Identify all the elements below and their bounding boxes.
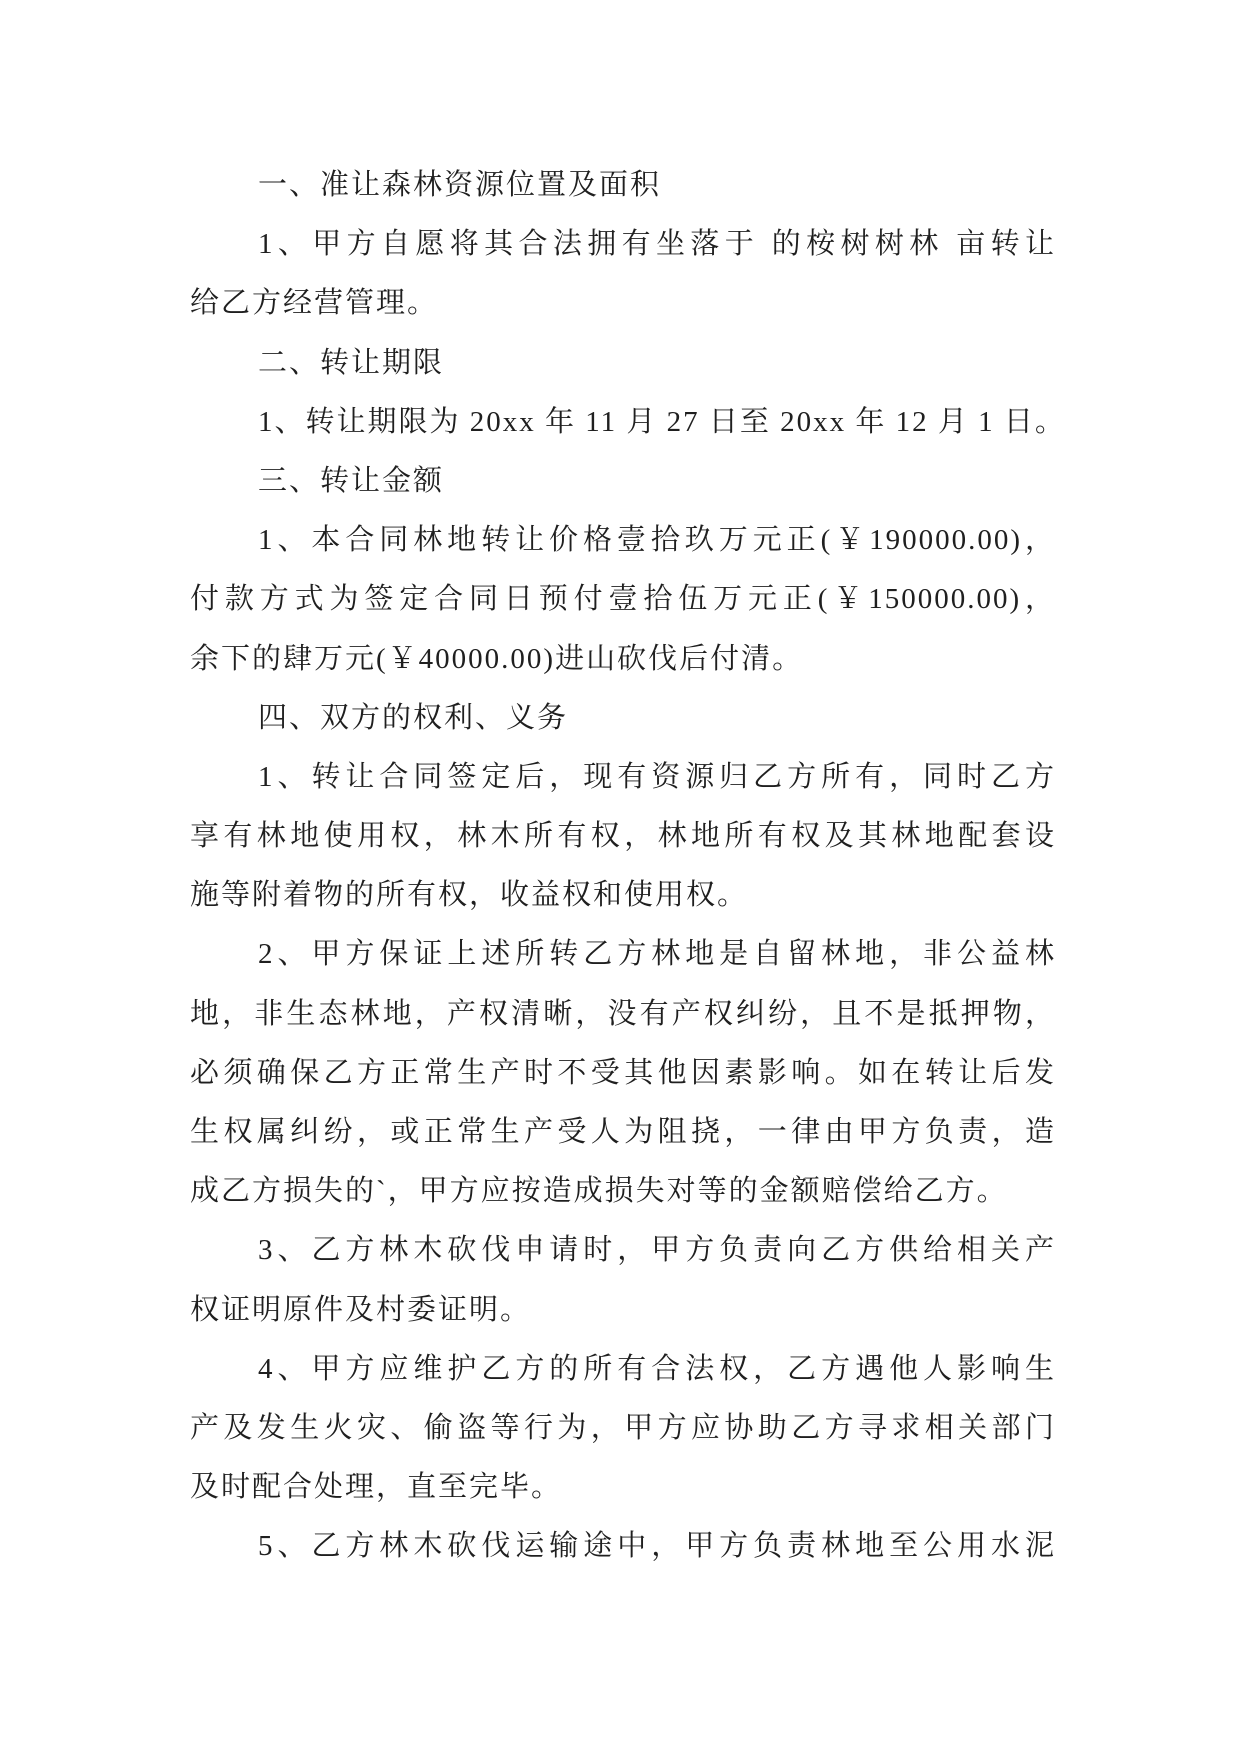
- clause-line: 4、甲方应维护乙方的所有合法权，乙方遇他人影响生: [258, 1352, 1056, 1385]
- clause-line: 及时配合处理，直至完毕。: [190, 1471, 563, 1504]
- clause-line: 权证明原件及村委证明。: [190, 1293, 532, 1326]
- clause-line: 必须确保乙方正常生产时不受其他因素影响。如在转让后发: [190, 1056, 1056, 1089]
- section-heading: [190, 334, 1056, 393]
- clause-line: 生权属纠纷，或正常生产受人为阻挠，一律由甲方负责，造: [190, 1116, 1056, 1148]
- clause-line: 1、转让期限为 20xx 年 11 月 27 日至 20xx 年 12 月 1 日。: [258, 405, 1066, 438]
- section-heading-text: 四、双方的权利、义务: [258, 701, 569, 734]
- clause-paragraph: [190, 393, 1066, 452]
- section-heading: [190, 452, 1056, 511]
- clause-line: 产及发生火灾、偷盗等行为，甲方应协助乙方寻求相关部门: [190, 1411, 1056, 1444]
- section-transfer-amount: [190, 452, 1056, 689]
- section-location-area: [190, 156, 1056, 334]
- clause-paragraph: [190, 1517, 1056, 1576]
- section-heading-text: 二、转让期限: [258, 346, 445, 379]
- clause-line: 享有林地使用权，林木所有权，林地所有权及其林地配套设: [190, 820, 1056, 853]
- clause-line: 1、甲方自愿将其合法拥有坐落于 的桉树树林 亩转让: [258, 228, 1056, 261]
- document-body: [190, 156, 1066, 1577]
- clause-line: 1、本合同林地转让价格壹拾玖万元正(￥190000.00)，: [258, 524, 1056, 557]
- section-heading: [190, 156, 1056, 215]
- clause-line: 3、乙方林木砍伐申请时，甲方负责向乙方供给相关产: [258, 1234, 1056, 1267]
- clause-paragraph: [190, 511, 1056, 689]
- clause-paragraph: [190, 1221, 1056, 1339]
- clause-paragraph: [190, 1340, 1056, 1518]
- section-transfer-term: [190, 334, 1066, 452]
- clause-line: 2、甲方保证上述所转乙方林地是自留林地，非公益林: [258, 938, 1056, 971]
- section-rights-obligations: [190, 689, 1056, 1577]
- section-heading-text: 三、转让金额: [258, 464, 445, 497]
- section-heading: [190, 689, 1056, 748]
- clause-paragraph: [190, 215, 1056, 333]
- clause-line: 成乙方损失的`，甲方应按造成损失对等的金额赔偿给乙方。: [190, 1175, 1008, 1208]
- clause-paragraph: [190, 925, 1056, 1221]
- section-heading-text: 一、准让森林资源位置及面积: [258, 169, 662, 201]
- clause-line: 地，非生态林地，产权清晰，没有产权纠纷，且不是抵押物，: [190, 997, 1056, 1030]
- clause-line: 1、转让合同签定后，现有资源归乙方所有，同时乙方: [258, 760, 1056, 793]
- clause-line: 施等附着物的所有权，收益权和使用权。: [190, 879, 749, 912]
- clause-line: 5、乙方林木砍伐运输途中，甲方负责林地至公用水泥: [258, 1530, 1056, 1563]
- clause-paragraph: [190, 748, 1056, 926]
- clause-line: 付款方式为签定合同日预付壹拾伍万元正(￥150000.00)，: [190, 583, 1056, 616]
- clause-line: 余下的肆万元(￥40000.00)进山砍伐后付清。: [190, 642, 804, 675]
- clause-line: 给乙方经营管理。: [190, 287, 439, 320]
